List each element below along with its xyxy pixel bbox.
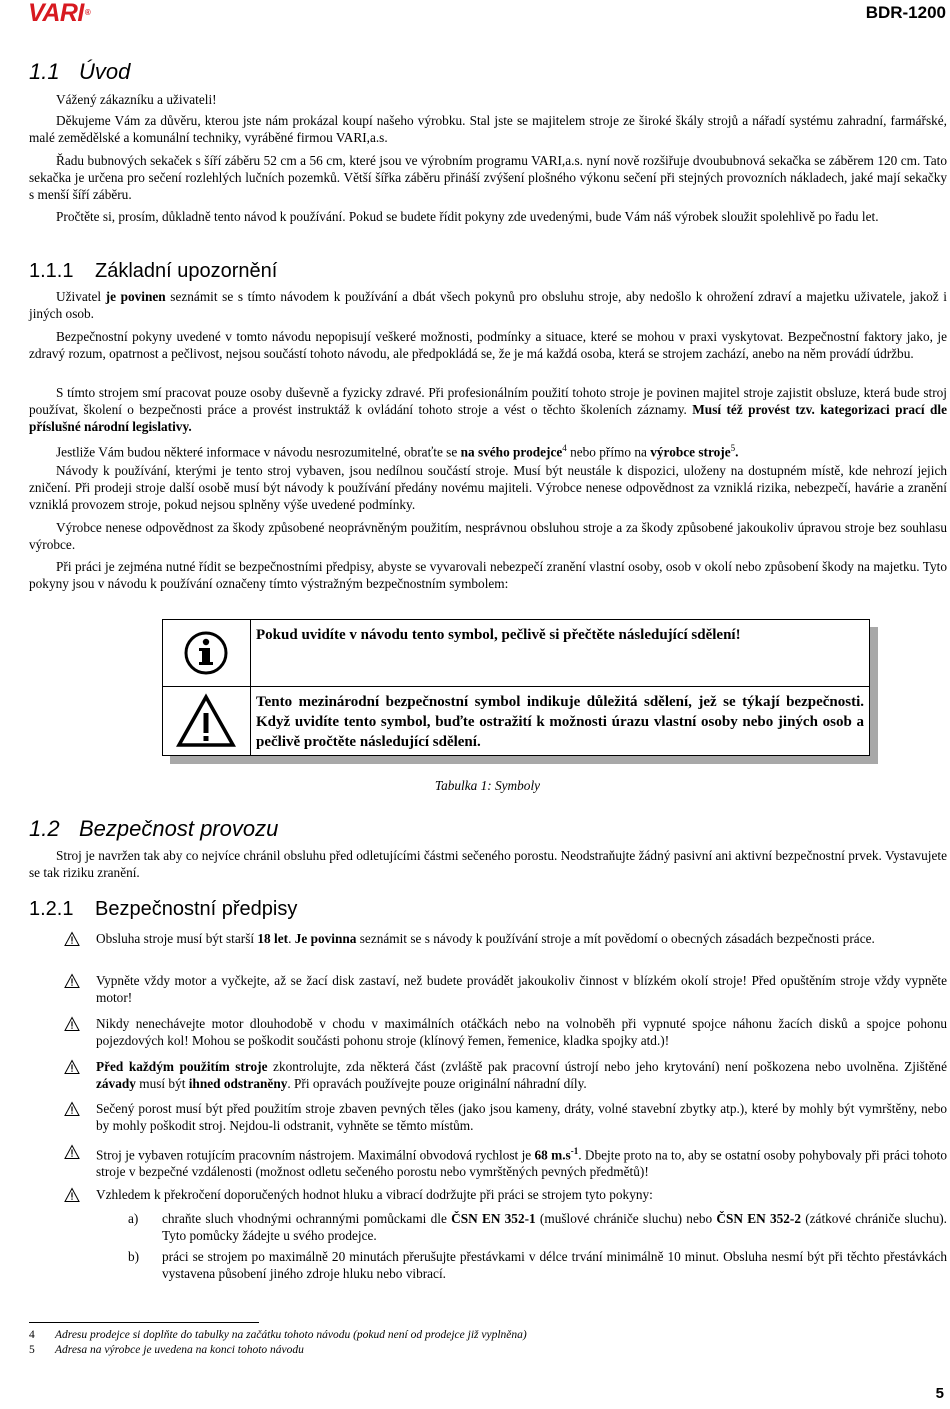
sublist-label-a: a) [128,1211,139,1226]
rule-1: Obsluha stroje musí být starší 18 let. Je povinna seznámit se s návody k používání stroje a mít povědomí o obecných zásadách bezpečnosti práce. [96,931,875,946]
intro-paragraph-3: Pročtěte si, prosím, důkladně tento návod k používání. Pokud se budete řídit pokyny zde uvedenými, bude Vám náš výrobek sloužit spolehlivě po řadu let. [56,209,879,224]
sublist-item-a: chraňte sluch vhodnými ochrannými pomůckami dle ČSN EN 352-1 (mušlové chrániče sluchu) nebo ČSN EN 352-2 (zátkové chrániče sluchu). Tyto pomůcky žádejte u svého prodejce. [162,1211,947,1243]
symbol-warning-text: Tento mezinárodní bezpečnostní symbol indikuje důležitá sdělení, jež se týkají bezpečnosti. Když uvidíte tento symbol, buďte ostražití k možnosti úrazu vlastní osoby nebo jiných osob a pečlivě pročtěte následující sdělení. [256,694,864,750]
operation-paragraph: Stroj je navržen tak aby co nejvíce chránil obsluhu před odletujícími částmi sečeného porostu. Neodstraňujte žádný pasivní ani aktivní bezpečnostní prvek. Vystavujete se tak riziku zranění. [29,848,947,880]
heading-1-1: 1.1 Úvod [29,59,131,84]
warning-bullet-icon [64,973,80,989]
sublist-item-b: práci se strojem po maximálně 20 minutách přerušujte přestávkami v délce trvání minimálně 10 minut. Obsluha nesmí být při těchto přestávkách vystavena působení jiného zdroje hluku nebo vibrací. [162,1249,947,1281]
warning-bullet-icon [64,931,80,947]
footnote-rule [29,1322,259,1323]
intro-paragraph-1: Děkujeme Vám za důvěru, kterou jste nám prokázal koupí našeho výrobku. Stal jste se majitelem stroje ze široké škály strojů a nářadí systému zahradní, farmářské, malé zemědělské a komunální techniky, vyráběné firmou VARI,a.s. [29,113,947,145]
heading-1-2-1: 1.2.1 Bezpečnostní předpisy [29,898,298,920]
warning-bullet-icon [64,1144,80,1160]
symbol-info-text: Pokud uvidíte v návodu tento symbol, pečlivě si přečtěte následující sdělení! [256,627,741,643]
basic-paragraph-6: Výrobce nenese odpovědnost za škody způsobené neoprávněným použitím, nesprávnou obsluhou stroje a za škody způsobené jakoukoliv úpravou stroje bez souhlasu výrobce. [29,520,947,552]
rule-4: Před každým použitím stroje zkontrolujte, zda některá část (zvláště pak pracovní ústrojí nebo jeho krytování) není poškozena nebo uvolněna. Zjištěné závady musí být ihned odstraněny. Při opravách používejte pouze originální náhradní díly. [96,1059,947,1091]
rule-5: Sečený porost musí být před použitím stroje zbaven pevných těles (jako jsou kameny, dráty, volné stavební zbytky atp.), které by mohly být vymrštěny, nebo by mohly poškodit stroj. Nejdou-li odstranit, vyhněte se těmto místům. [96,1101,947,1133]
basic-paragraph-2: Bezpečnostní pokyny uvedené v tomto návodu nepopisují veškeré možnosti, podmínky a situace, které se mohou v praxi vyskytovat. Bezpečnostní faktory jako, je zdravý rozum, opatrnost a pečlivost, nejsou součástí tohoto návodu, ale předpokládá se, že je má každá osoba, která se strojem zachází, anebo na něm provádí údržbu. [29,329,947,361]
page-number: 5 [935,1385,944,1402]
basic-paragraph-1: Uživatel je povinen seznámit se s tímto návodem k používání a dbát všech pokynů pro obsluhu stroje, aby nedošlo k ohrožení zdraví a majetku uživatele, jakož i jiných osob. [29,289,947,321]
rule-2: Vypněte vždy motor a vyčkejte, až se žací disk zastaví, než budete provádět jakoukoliv činnost v blízkém okolí stroje! Před opuštěním stroje vždy vypněte motor! [96,973,947,1005]
sublist-label-b: b) [128,1249,140,1264]
warning-triangle-icon [163,687,251,755]
symbols-table [162,619,870,756]
footnote-5: 5 Adresa na výrobce je uvedena na konci tohoto návodu [29,1344,304,1356]
rule-3: Nikdy nenechávejte motor dlouhodobě v chodu v maximálních otáčkách nebo na volnoběh při vypnuté spojce náhonu žacích disků a spojce pohonu pojezdových kol! Mohou se poškodit součásti pohonu stroje (klínový řemen, řemenice, kladka spojky atd.)! [96,1016,947,1048]
footnote-4: 4 Adresu prodejce si doplňte do tabulky na začátku tohoto návodu (pokud není od prodejce již vyplněna) [29,1329,527,1341]
warning-bullet-icon [64,1016,80,1032]
heading-1-2: 1.2 Bezpečnost provozu [29,816,279,841]
vari-logo: VARI® [28,0,91,27]
basic-paragraph-7: Při práci je zejména nutné řídit se bezpečnostními předpisy, abyste se vyvarovali nebezpečí zranění vlastní osoby, osob v okolí nebo způsobení škody na majetku. Tyto pokyny jsou v návodu k používání označeny tímto výstražným bezpečnostním symbolem: [29,559,947,591]
basic-paragraph-4: Jestliže Vám budou některé informace v návodu nesrozumitelné, obraťte se na svého prodejce$^4$ nebo přímo na výrobce stroje$^5$. [56,443,739,460]
basic-paragraph-5: Návody k používání, kterými je tento stroj vybaven, jsou nedílnou součástí stroje. Musí být neustále k dispozici, uloženy na dostupném místě, kde nehrozí jejich zničení. Při prodeji stroje další osobě musí být návody k používání předány novému majiteli. Výrobce nenese odpovědnost za vzniklá rizika, nebezpečí, havárie a zranění vzniklá provozem stroje, pokud nejsou splněny výše uvedené podmínky. [29,463,947,512]
warning-bullet-icon [64,1059,80,1075]
symbols-row-info [163,620,869,687]
warning-bullet-icon [64,1101,80,1117]
rule-7: Vzhledem k překročení doporučených hodnot hluku a vibrací dodržujte při práci se strojem tyto pokyny: [96,1187,653,1202]
intro-greeting: Vážený zákazníku a uživateli! [56,92,217,107]
info-circle-icon [163,620,251,686]
model-label: BDR-1200 [865,3,946,22]
intro-paragraph-2: Řadu bubnových sekaček s šíří záběru 52 cm a 56 cm, které jsou ve výrobním programu VARI,a.s. nyní nově rozšiřuje dvoububnová sekačka se záběrem 120 cm. Tato sekačka je určena pro sečení rozlehlých lučních pozemků. Větší šířka záběru přináší zvýšení plošného výkonu sečení při stejných provozních nákladech, jaké mají sekačky s menší šíří záběru. [29,153,947,202]
warning-bullet-icon [64,1187,80,1203]
basic-paragraph-3: S tímto strojem smí pracovat pouze osoby duševně a fyzicky zdravé. Při profesionálním použití tohoto stroje je povinen majitel stroje zajistit obsluze, která bude stroj používat, školení o bezpečnosti práce a provést instruktáž k ovládání tohoto stroje a vést o těchto školeních záznamy. Musí též provést tzv. kategorizaci prací dle příslušné národní legislativy. [29,385,947,434]
symbols-row-warning [163,687,869,755]
rule-6: Stroj je vybaven rotujícím pracovním nástrojem. Maximální obvodová rychlost je 68 $m.s^{-1}$. Dbejte proto na to, aby se ostatní osoby pohybovaly při práci tohoto stroje v bezpečné vzdálenosti (možnost odletu sečeného porostu nebo vymrštěných pevných předmětů)! [96,1146,947,1180]
heading-1-1-1: 1.1.1 Základní upozornění [29,260,278,282]
table-caption: Tabulka 1: Symboly [434,778,541,793]
